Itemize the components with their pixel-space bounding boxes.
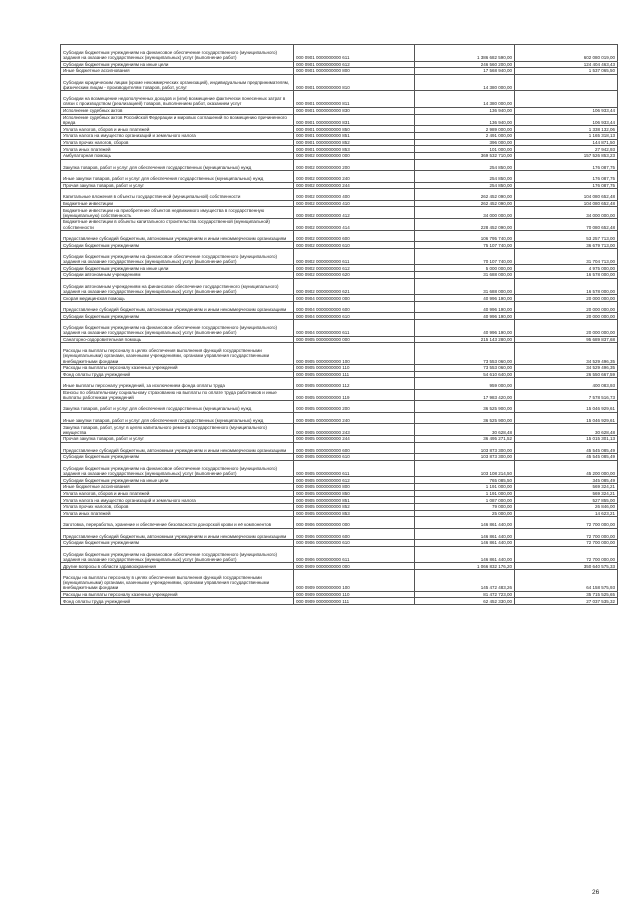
row-name-cell: Санаторно-оздоровительная помощь — [61, 336, 294, 343]
row-approved-cell: 31 688 000,00 — [415, 272, 515, 279]
row-code-cell: 000 0902 0000000000 612 — [294, 265, 415, 272]
row-executed-cell: 72 700 000,00 — [515, 546, 618, 563]
row-executed-cell: 16 578 000,00 — [515, 278, 618, 295]
row-executed-cell: 176 087,75 — [515, 182, 618, 189]
row-executed-cell: 70 080 652,48 — [515, 219, 618, 231]
row-executed-cell: 20 000 000,00 — [515, 302, 618, 313]
table-row — [61, 442, 618, 453]
page-number: 26 — [592, 889, 600, 896]
row-code-cell: 000 0906 0000000000 000 — [294, 517, 415, 528]
row-code-cell: 000 0902 0000000000 600 — [294, 230, 415, 241]
row-approved-cell: 136 940,00 — [415, 114, 515, 126]
row-approved-cell: 1 386 682 590,00 — [415, 45, 515, 62]
table-body — [61, 45, 618, 605]
row-executed-cell: 124 404 463,43 — [515, 61, 618, 68]
row-approved-cell: 36 495 271,52 — [415, 436, 515, 443]
row-name-cell: Субсидии бюджетным учреждениям на финансовое обеспечение государственного (муниципального) задания на оказание государственных (муниципальных) услуг (выполнение работ) — [61, 546, 294, 563]
row-approved-cell: 25 000,00 — [415, 510, 515, 517]
row-approved-cell: 765 085,50 — [415, 477, 515, 484]
table-row — [61, 302, 618, 313]
table-row — [61, 146, 618, 153]
row-name-cell: Иные бюджетные ассигнования — [61, 68, 294, 75]
row-name-cell: Субсидии на возмещение недополученных доходов и (или) возмещение фактически понесенных затрат в связи с производством (реализацией) товаров, выполнением работ, оказанием услуг — [61, 91, 294, 108]
row-code-cell: 000 0901 0000000000 811 — [294, 91, 415, 108]
row-executed-cell: 45 545 085,49 — [515, 442, 618, 453]
table-row — [61, 528, 618, 539]
row-name-cell: Иные закупки товаров, работ и услуг для обеспечения государственных (муниципальных) нужд — [61, 412, 294, 423]
row-approved-cell: 136 940,00 — [415, 107, 515, 114]
row-code-cell: 000 0905 0000000000 100 — [294, 343, 415, 365]
row-executed-cell: 527 855,00 — [515, 497, 618, 504]
row-name-cell: Уплата иных платежей — [61, 146, 294, 153]
row-code-cell: 000 0905 0000000000 112 — [294, 378, 415, 389]
table-row — [61, 219, 618, 231]
row-approved-cell: 30 628,48 — [415, 424, 515, 436]
table-row — [61, 364, 618, 371]
table-row — [61, 272, 618, 279]
table-row — [61, 91, 618, 108]
table-row — [61, 278, 618, 295]
row-code-cell: 000 0904 0000000000 600 — [294, 302, 415, 313]
table-row — [61, 153, 618, 160]
row-name-cell: Уплата прочих налогов, сборов — [61, 504, 294, 511]
row-name-cell: Исполнение судебных актов — [61, 107, 294, 114]
row-name-cell: Исполнение судебных актов Российской Федерации и мировых соглашений по возмещению причиненного вреда — [61, 114, 294, 126]
row-code-cell: 000 0905 0000000000 611 — [294, 460, 415, 477]
row-approved-cell: 2 989 000,00 — [415, 126, 515, 133]
row-code-cell: 000 0909 0000000000 000 — [294, 563, 415, 570]
table-row — [61, 497, 618, 504]
row-name-cell: Фонд оплаты труда учреждений — [61, 371, 294, 378]
table-row — [61, 313, 618, 320]
row-code-cell: 000 0902 0000000000 000 — [294, 153, 415, 160]
row-name-cell: Взносы по обязательному социальному страхованию на выплаты по оплате труда работников и иные выплаты работникам учреждений — [61, 389, 294, 401]
row-code-cell: 000 0909 0000000000 110 — [294, 591, 415, 598]
row-code-cell: 000 0905 0000000000 612 — [294, 477, 415, 484]
row-code-cell: 000 0902 0000000000 240 — [294, 171, 415, 182]
row-approved-cell: 369 532 710,00 — [415, 153, 515, 160]
row-executed-cell: 104 080 652,48 — [515, 200, 618, 207]
table-row — [61, 182, 618, 189]
row-approved-cell: 70 107 740,00 — [415, 248, 515, 265]
row-name-cell: Субсидии бюджетным учреждениям на финансовое обеспечение государственного (муниципального) задания на оказание государственных (муниципальных) услуг (выполнение работ) — [61, 248, 294, 265]
row-name-cell: Расходы на выплаты персоналу в целях обеспечения выполнения функций государственными (муниципальными) органами, казенными учреждениями, органами управления государственными внебюджетными фондами — [61, 343, 294, 365]
row-approved-cell: 101 000,00 — [415, 146, 515, 153]
table-row — [61, 133, 618, 140]
row-name-cell: Иные бюджетные ассигнования — [61, 483, 294, 490]
row-code-cell: 000 0905 0000000000 800 — [294, 483, 415, 490]
row-approved-cell: 34 000 000,00 — [415, 207, 515, 219]
row-name-cell: Предоставление субсидий бюджетным, автономным учреждениям и иным некоммерческим организациям — [61, 302, 294, 313]
row-executed-cell: 45 545 085,49 — [515, 454, 618, 461]
row-name-cell: Прочая закупка товаров, работ и услуг — [61, 436, 294, 443]
row-code-cell: 000 0902 0000000000 610 — [294, 242, 415, 249]
row-executed-cell: 157 526 853,23 — [515, 153, 618, 160]
row-executed-cell: 72 700 000,00 — [515, 528, 618, 539]
row-approved-cell: 103 108 214,50 — [415, 460, 515, 477]
table-row — [61, 45, 618, 62]
row-approved-cell: 5 000 000,00 — [415, 265, 515, 272]
row-executed-cell: 26 846,00 — [515, 504, 618, 511]
row-approved-cell: 228 452 090,00 — [415, 219, 515, 231]
row-code-cell: 000 0901 0000000000 851 — [294, 133, 415, 140]
row-name-cell: Расходы на выплаты персоналу казенных учреждений — [61, 591, 294, 598]
row-approved-cell: 146 861 440,00 — [415, 528, 515, 539]
row-executed-cell: 45 200 000,00 — [515, 460, 618, 477]
row-approved-cell: 17 568 940,00 — [415, 68, 515, 75]
row-approved-cell: 1 191 000,00 — [415, 483, 515, 490]
table-row — [61, 436, 618, 443]
table-row — [61, 546, 618, 563]
row-executed-cell: 35 715 525,65 — [515, 591, 618, 598]
row-name-cell: Субсидии бюджетным учреждениям на иные цели — [61, 61, 294, 68]
row-name-cell: Закупка товаров, работ и услуг для обеспечения государственных (муниципальных) нужд — [61, 401, 294, 412]
row-name-cell: Иные выплаты персоналу учреждений, за исключением фонда оплаты труда — [61, 378, 294, 389]
table-row — [61, 570, 618, 592]
row-code-cell: 000 0905 0000000000 853 — [294, 510, 415, 517]
table-row — [61, 171, 618, 182]
row-name-cell: Бюджетные инвестиции в объекты капитального строительства государственной (муниципальной) собственности — [61, 219, 294, 231]
table-row — [61, 510, 618, 517]
table-row — [61, 378, 618, 389]
row-code-cell: 000 0901 0000000000 800 — [294, 68, 415, 75]
row-approved-cell: 75 107 740,00 — [415, 242, 515, 249]
table-row — [61, 401, 618, 412]
row-code-cell: 000 0904 0000000000 000 — [294, 295, 415, 302]
row-code-cell: 000 0905 0000000000 852 — [294, 504, 415, 511]
row-approved-cell: 31 688 000,00 — [415, 278, 515, 295]
table-row — [61, 424, 618, 436]
row-executed-cell: 31 704 713,00 — [515, 248, 618, 265]
row-executed-cell: 72 700 000,00 — [515, 540, 618, 547]
row-executed-cell — [515, 91, 618, 108]
row-approved-cell: 36 525 900,00 — [415, 401, 515, 412]
row-executed-cell: 15 046 929,61 — [515, 401, 618, 412]
row-name-cell: Заготовка, переработка, хранение и обеспечение безопасности донорской крови и её компонентов — [61, 517, 294, 528]
row-approved-cell: 246 560 200,00 — [415, 61, 515, 68]
row-executed-cell: 34 529 496,35 — [515, 343, 618, 365]
row-code-cell: 000 0905 0000000000 851 — [294, 497, 415, 504]
table-row — [61, 230, 618, 241]
table-row — [61, 336, 618, 343]
table-row — [61, 265, 618, 272]
table-row — [61, 483, 618, 490]
row-approved-cell: 254 850,00 — [415, 182, 515, 189]
row-executed-cell: 27 037 535,32 — [515, 598, 618, 605]
row-name-cell: Закупка товаров, работ и услуг для обеспечения государственных (муниципальных) нужд — [61, 159, 294, 170]
row-name-cell: Амбулаторная помощь — [61, 153, 294, 160]
row-executed-cell: 64 158 575,93 — [515, 570, 618, 592]
row-code-cell: 000 0901 0000000000 830 — [294, 107, 415, 114]
table-row — [61, 540, 618, 547]
row-executed-cell: 27 942,93 — [515, 146, 618, 153]
table-row — [61, 74, 618, 91]
table-row — [61, 159, 618, 170]
row-approved-cell: 396 000,00 — [415, 139, 515, 146]
row-approved-cell: 254 850,00 — [415, 159, 515, 170]
row-approved-cell: 79 000,00 — [415, 504, 515, 511]
row-code-cell: 000 0905 0000000000 111 — [294, 371, 415, 378]
row-executed-cell: 569 324,21 — [515, 483, 618, 490]
row-approved-cell: 73 553 060,00 — [415, 343, 515, 365]
row-approved-cell: 262 452 090,00 — [415, 200, 515, 207]
row-approved-cell: 262 452 090,00 — [415, 189, 515, 200]
table-row — [61, 598, 618, 605]
row-code-cell: 000 0901 0000000000 831 — [294, 114, 415, 126]
row-executed-cell: 53 257 713,00 — [515, 230, 618, 241]
row-code-cell: 000 0902 0000000000 621 — [294, 278, 415, 295]
budget-execution-table — [60, 44, 618, 605]
row-approved-cell: 40 996 190,00 — [415, 302, 515, 313]
table-row — [61, 189, 618, 200]
table-row — [61, 248, 618, 265]
row-approved-cell: 1 066 832 176,20 — [415, 563, 515, 570]
row-approved-cell: 14 380 000,00 — [415, 74, 515, 91]
row-executed-cell: 106 933,44 — [515, 114, 618, 126]
row-executed-cell: 20 000 000,00 — [515, 320, 618, 337]
row-code-cell: 000 0909 0000000000 111 — [294, 598, 415, 605]
table-row — [61, 371, 618, 378]
row-name-cell: Скорая медицинская помощь — [61, 295, 294, 302]
row-code-cell: 000 0909 0000000000 100 — [294, 570, 415, 592]
row-executed-cell: 20 000 000,00 — [515, 295, 618, 302]
row-name-cell: Субсидии бюджетным учреждениям — [61, 540, 294, 547]
row-approved-cell: 54 610 640,00 — [415, 371, 515, 378]
row-code-cell: 000 0905 0000000000 610 — [294, 454, 415, 461]
row-approved-cell: 145 472 483,26 — [415, 570, 515, 592]
table-row — [61, 454, 618, 461]
row-executed-cell: 176 087,75 — [515, 171, 618, 182]
row-executed-cell: 1 165 318,13 — [515, 133, 618, 140]
table-row — [61, 295, 618, 302]
row-name-cell: Предоставление субсидий бюджетным, автономным учреждениям и иным некоммерческим организациям — [61, 230, 294, 241]
row-executed-cell: 26 550 667,59 — [515, 371, 618, 378]
row-code-cell: 000 0901 0000000000 611 — [294, 45, 415, 62]
row-executed-cell: 15 046 929,61 — [515, 412, 618, 423]
row-executed-cell: 1 338 132,06 — [515, 126, 618, 133]
row-approved-cell: 40 996 190,00 — [415, 295, 515, 302]
row-approved-cell: 1 087 000,00 — [415, 497, 515, 504]
row-approved-cell: 17 983 420,00 — [415, 389, 515, 401]
row-code-cell: 000 0905 0000000000 110 — [294, 364, 415, 371]
row-code-cell: 000 0902 0000000000 400 — [294, 189, 415, 200]
row-code-cell: 000 0905 0000000000 200 — [294, 401, 415, 412]
row-name-cell: Субсидии бюджетным учреждениям — [61, 242, 294, 249]
row-name-cell: Субсидии юридическим лицам (кроме некоммерческих организаций), индивидуальным предпринимателям, физическим лицам - производителям товаров, работ, услуг — [61, 74, 294, 91]
row-name-cell: Иные закупки товаров, работ и услуг для обеспечения государственных (муниципальных) нужд — [61, 171, 294, 182]
row-executed-cell: 20 000 000,00 — [515, 313, 618, 320]
row-approved-cell: 215 143 280,00 — [415, 336, 515, 343]
row-name-cell: Прочая закупка товаров, работ и услуг — [61, 182, 294, 189]
row-name-cell: Уплата налога на имущество организаций и земельного налога — [61, 497, 294, 504]
row-code-cell: 000 0901 0000000000 853 — [294, 146, 415, 153]
row-name-cell: Уплата прочих налогов, сборов — [61, 139, 294, 146]
row-approved-cell: 146 861 440,00 — [415, 546, 515, 563]
row-name-cell: Субсидии бюджетным учреждениям на иные цели — [61, 265, 294, 272]
row-code-cell: 000 0902 0000000000 200 — [294, 159, 415, 170]
row-code-cell: 000 0901 0000000000 852 — [294, 139, 415, 146]
row-executed-cell: 104 080 652,48 — [515, 189, 618, 200]
row-approved-cell: 14 380 000,00 — [415, 91, 515, 108]
row-name-cell: Уплата налогов, сборов и иных платежей — [61, 126, 294, 133]
row-code-cell: 000 0905 0000000000 000 — [294, 336, 415, 343]
row-executed-cell: 95 689 837,68 — [515, 336, 618, 343]
table-row — [61, 412, 618, 423]
table-row — [61, 517, 618, 528]
row-executed-cell: 16 578 000,00 — [515, 272, 618, 279]
row-name-cell: Уплата налогов, сборов и иных платежей — [61, 490, 294, 497]
row-name-cell: Предоставление субсидий бюджетным, автономным учреждениям и иным некоммерческим организациям — [61, 528, 294, 539]
row-executed-cell: 4 975 000,00 — [515, 265, 618, 272]
row-code-cell: 000 0905 0000000000 600 — [294, 442, 415, 453]
table-row — [61, 68, 618, 75]
row-name-cell: Субсидии бюджетным учреждениям — [61, 454, 294, 461]
row-name-cell: Уплата налога на имущество организаций и земельного налога — [61, 133, 294, 140]
row-name-cell: Расходы на выплаты персоналу в целях обеспечения выполнения функций государственными (муниципальными) органами, казенными учреждениями, органами управления государственными внебюджетными фондами — [61, 570, 294, 592]
row-approved-cell: 1 191 000,00 — [415, 490, 515, 497]
table-row — [61, 114, 618, 126]
row-code-cell: 000 0902 0000000000 410 — [294, 200, 415, 207]
table-row — [61, 61, 618, 68]
row-code-cell: 000 0902 0000000000 611 — [294, 248, 415, 265]
row-executed-cell: 350 640 575,33 — [515, 563, 618, 570]
row-name-cell: Субсидии бюджетным учреждениям на финансовое обеспечение государственного (муниципального) задания на оказание государственных (муниципальных) услуг (выполнение работ) — [61, 460, 294, 477]
row-executed-cell: 15 015 301,13 — [515, 436, 618, 443]
row-executed-cell: 34 529 496,35 — [515, 364, 618, 371]
row-name-cell: Субсидии бюджетным учреждениям — [61, 313, 294, 320]
row-code-cell: 000 0901 0000000000 850 — [294, 126, 415, 133]
row-executed-cell: 36 679 713,00 — [515, 242, 618, 249]
row-code-cell: 000 0906 0000000000 610 — [294, 540, 415, 547]
row-code-cell: 000 0905 0000000000 240 — [294, 412, 415, 423]
row-executed-cell: 34 000 000,00 — [515, 207, 618, 219]
row-executed-cell: 106 933,44 — [515, 107, 618, 114]
row-executed-cell: 400 083,93 — [515, 378, 618, 389]
row-executed-cell: 176 087,75 — [515, 159, 618, 170]
row-executed-cell: 144 871,50 — [515, 139, 618, 146]
row-name-cell: Уплата иных платежей — [61, 510, 294, 517]
row-name-cell: Фонд оплаты труда учреждений — [61, 598, 294, 605]
row-name-cell: Субсидии бюджетным учреждениям на иные цели — [61, 477, 294, 484]
row-code-cell: 000 0902 0000000000 244 — [294, 182, 415, 189]
row-executed-cell — [515, 74, 618, 91]
row-name-cell: Предоставление субсидий бюджетным, автономным учреждениям и иным некоммерческим организациям — [61, 442, 294, 453]
row-executed-cell: 14 623,21 — [515, 510, 618, 517]
row-name-cell: Субсидии бюджетным учреждениям на финансовое обеспечение государственного (муниципального) задания на оказание государственных (муниципальных) услуг (выполнение работ) — [61, 45, 294, 62]
row-name-cell: Субсидии автономным учреждениям — [61, 272, 294, 279]
table-row — [61, 139, 618, 146]
row-executed-cell: 7 578 516,73 — [515, 389, 618, 401]
row-executed-cell: 1 537 065,50 — [515, 68, 618, 75]
table-row — [61, 320, 618, 337]
table-row — [61, 242, 618, 249]
table-row — [61, 490, 618, 497]
row-name-cell: Закупка товаров, работ, услуг в целях капитального ремонта государственного (муниципального) имущества — [61, 424, 294, 436]
table-row — [61, 389, 618, 401]
row-code-cell: 000 0906 0000000000 611 — [294, 546, 415, 563]
row-code-cell: 000 0902 0000000000 412 — [294, 207, 415, 219]
row-code-cell: 000 0906 0000000000 600 — [294, 528, 415, 539]
row-executed-cell: 30 628,48 — [515, 424, 618, 436]
row-name-cell: Бюджетные инвестиции на приобретение объектов недвижимого имущества в государственную (муниципальную) собственность — [61, 207, 294, 219]
row-code-cell: 000 0905 0000000000 244 — [294, 436, 415, 443]
row-executed-cell: 569 324,21 — [515, 490, 618, 497]
row-code-cell: 000 0902 0000000000 620 — [294, 272, 415, 279]
table-row — [61, 207, 618, 219]
row-executed-cell: 345 085,49 — [515, 477, 618, 484]
table-row — [61, 460, 618, 477]
row-code-cell: 000 0905 0000000000 850 — [294, 490, 415, 497]
row-code-cell: 000 0904 0000000000 611 — [294, 320, 415, 337]
row-code-cell: 000 0904 0000000000 610 — [294, 313, 415, 320]
row-code-cell: 000 0901 0000000000 810 — [294, 74, 415, 91]
row-name-cell: Расходы на выплаты персоналу казенных учреждений — [61, 364, 294, 371]
row-code-cell: 000 0902 0000000000 414 — [294, 219, 415, 231]
row-approved-cell: 40 996 190,00 — [415, 320, 515, 337]
table-row — [61, 591, 618, 598]
table-row — [61, 343, 618, 365]
table-row — [61, 504, 618, 511]
row-approved-cell: 146 861 440,00 — [415, 540, 515, 547]
row-approved-cell: 36 525 900,00 — [415, 412, 515, 423]
row-approved-cell: 40 996 190,00 — [415, 313, 515, 320]
row-name-cell: Другие вопросы в области здравоохранения — [61, 563, 294, 570]
row-approved-cell: 81 472 723,00 — [415, 591, 515, 598]
row-executed-cell: 602 080 019,00 — [515, 45, 618, 62]
row-approved-cell: 103 873 300,00 — [415, 442, 515, 453]
row-approved-cell: 106 795 740,00 — [415, 230, 515, 241]
table-row — [61, 107, 618, 114]
row-approved-cell: 2 491 000,00 — [415, 133, 515, 140]
row-name-cell: Капитальные вложения в объекты государственной (муниципальной) собственности — [61, 189, 294, 200]
row-code-cell: 000 0901 0000000000 612 — [294, 61, 415, 68]
row-approved-cell: 959 000,00 — [415, 378, 515, 389]
row-approved-cell: 146 861 440,00 — [415, 517, 515, 528]
row-executed-cell: 72 700 000,00 — [515, 517, 618, 528]
table-row — [61, 126, 618, 133]
row-code-cell: 000 0905 0000000000 119 — [294, 389, 415, 401]
table-row — [61, 563, 618, 570]
row-approved-cell: 62 452 330,00 — [415, 598, 515, 605]
table-row — [61, 200, 618, 207]
row-approved-cell: 103 873 300,00 — [415, 454, 515, 461]
row-code-cell: 000 0905 0000000000 243 — [294, 424, 415, 436]
row-name-cell: Субсидии бюджетным учреждениям на финансовое обеспечение государственного (муниципального) задания на оказание государственных (муниципальных) услуг (выполнение работ) — [61, 320, 294, 337]
row-name-cell: Субсидии автономным учреждениям на финансовое обеспечение государственного (муниципального) задания на оказание государственных (муниципальных) услуг (выполнение работ) — [61, 278, 294, 295]
row-name-cell: Бюджетные инвестиции — [61, 200, 294, 207]
row-approved-cell: 73 553 060,00 — [415, 364, 515, 371]
row-approved-cell: 254 850,00 — [415, 171, 515, 182]
table-row — [61, 477, 618, 484]
